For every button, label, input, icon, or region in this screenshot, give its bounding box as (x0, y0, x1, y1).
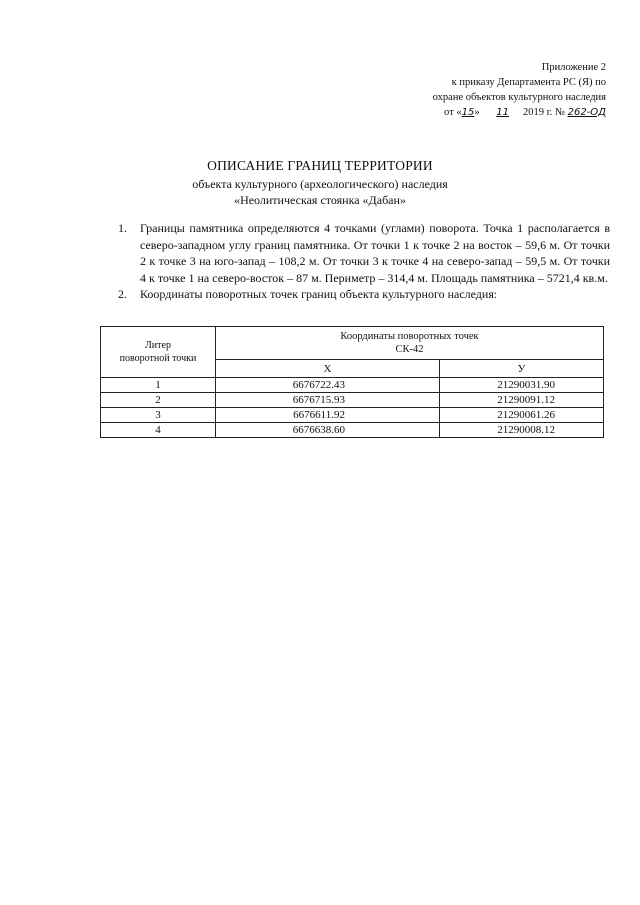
order-reference: к приказу Департамента РС (Я) по (451, 77, 606, 88)
appendix-header (386, 60, 606, 120)
order-month: 11 (496, 107, 509, 118)
item-number: 2. (118, 287, 127, 301)
point-column-header: Литер поворотной точки (101, 327, 216, 378)
coordinates-header: Координаты поворотных точек СК-42 (216, 327, 604, 360)
point-cell: 2 (101, 393, 216, 408)
x-column-header: X (216, 360, 440, 378)
x-cell: 6676611.92 (216, 408, 440, 423)
object-name: «Неолитическая стоянка «Дабан» (234, 193, 406, 207)
table-row (101, 408, 604, 423)
date-prefix: от « (444, 107, 462, 118)
order-date-line (386, 105, 606, 120)
y-cell: 21290061.26 (439, 408, 603, 423)
document-subtitle: объекта культурного (археологического) наследия (192, 177, 448, 191)
order-department: охране объектов культурного наследия (432, 92, 606, 103)
x-cell: 6676722.43 (216, 378, 440, 393)
y-cell: 21290031.90 (439, 378, 603, 393)
appendix-label: Приложение 2 (541, 62, 606, 73)
list-item (110, 286, 610, 303)
y-cell: 21290008.12 (439, 423, 603, 438)
x-cell: 6676638.60 (216, 423, 440, 438)
list-item (110, 220, 610, 286)
item-text: Границы памятника определяются 4 точками (углами) поворота. Точка 1 располагается в северо-западном углу границ памятника. От точки 1 к точке 2 на восток – 59,6 м. От точки 2 к точке 3 на юго-запад – 108,2 м. От точки 3 к точке 4 на северо-запад – 59,5 м. От точки 4 к точке 1 на северо-восток – 87 м. Периметр – 314,4 м. Площадь памятника – 5721,4 кв.м. (140, 221, 610, 285)
table-row (101, 423, 604, 438)
order-number: 262-ОД (567, 107, 606, 118)
y-column-header: У (439, 360, 603, 378)
table-row (101, 393, 604, 408)
coordinates-table (100, 326, 604, 438)
order-year: 2019 г. № (522, 107, 565, 118)
point-cell: 4 (101, 423, 216, 438)
item-text: Координаты поворотных точек границ объекта культурного наследия: (140, 287, 498, 301)
point-cell: 1 (101, 378, 216, 393)
item-number: 1. (118, 221, 127, 235)
y-cell: 21290091.12 (439, 393, 603, 408)
point-cell: 3 (101, 408, 216, 423)
x-cell: 6676715.93 (216, 393, 440, 408)
description-list (110, 220, 610, 303)
order-day: 15 (461, 107, 475, 118)
table-row (101, 378, 604, 393)
date-mid: » (474, 107, 483, 118)
document-title: ОПИСАНИЕ ГРАНИЦ ТЕРРИТОРИИ (207, 158, 433, 173)
